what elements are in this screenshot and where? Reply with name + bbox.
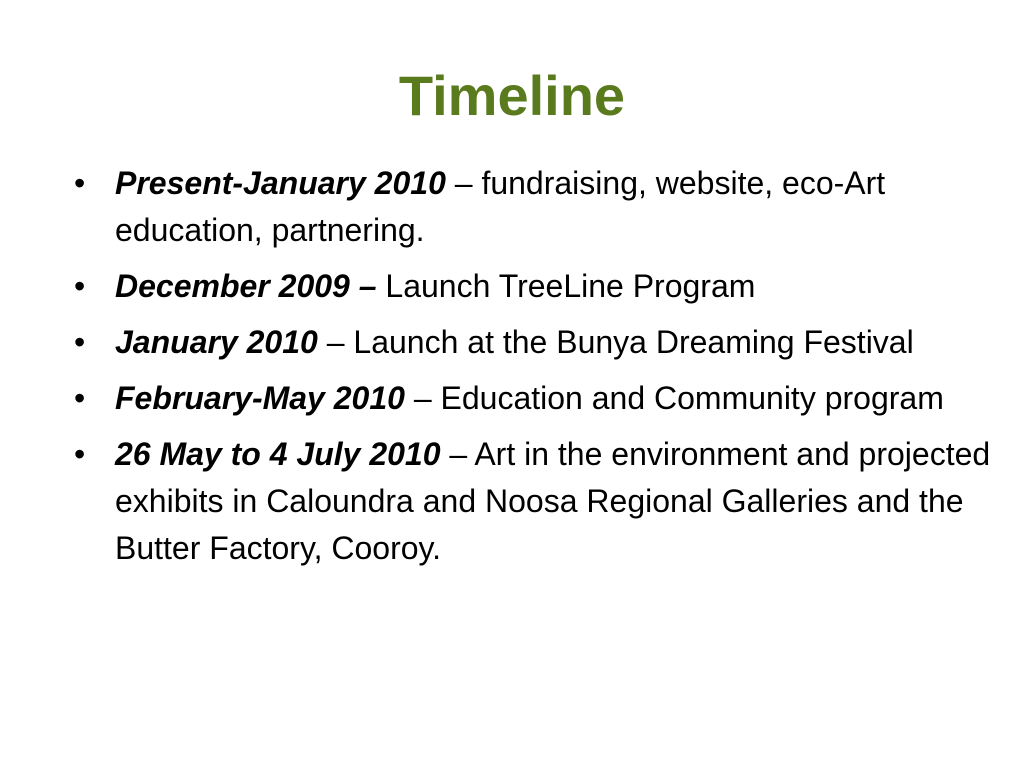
timeline-date: February-May 2010: [115, 380, 405, 416]
timeline-item: [74, 319, 1004, 366]
timeline-description: Art in the environment and projected exhibits in Caloundra and Noosa Regional Galleries and the Butter Factory, Cooroy.: [115, 436, 991, 566]
timeline-separator: –: [404, 380, 441, 416]
bullet-icon: •: [74, 324, 86, 360]
timeline-description: Launch TreeLine Program: [385, 268, 756, 304]
bullet-icon: •: [74, 436, 86, 472]
timeline-separator: –: [317, 324, 354, 360]
timeline-item: [74, 431, 1004, 572]
timeline-description: fundraising, website, eco-Art education, partnering.: [115, 165, 886, 248]
slide-title: Timeline: [398, 64, 626, 127]
timeline-date: January 2010: [115, 324, 318, 360]
timeline-description: Launch at the Bunya Dreaming Festival: [353, 324, 914, 360]
timeline-list: [74, 160, 1004, 581]
timeline-item: [74, 375, 1004, 422]
timeline-item: [74, 263, 1004, 310]
bullet-icon: •: [74, 165, 86, 201]
timeline-date: 26 May to 4 July 2010: [115, 436, 441, 472]
timeline-date: Present-January 2010: [115, 165, 446, 201]
timeline-separator: –: [440, 436, 475, 472]
bullet-icon: •: [74, 380, 86, 416]
timeline-separator: –: [445, 165, 482, 201]
timeline-item: [74, 160, 1004, 254]
timeline-date: December 2009 –: [115, 268, 377, 304]
timeline-description: Education and Community program: [440, 380, 944, 416]
bullet-icon: •: [74, 268, 86, 304]
